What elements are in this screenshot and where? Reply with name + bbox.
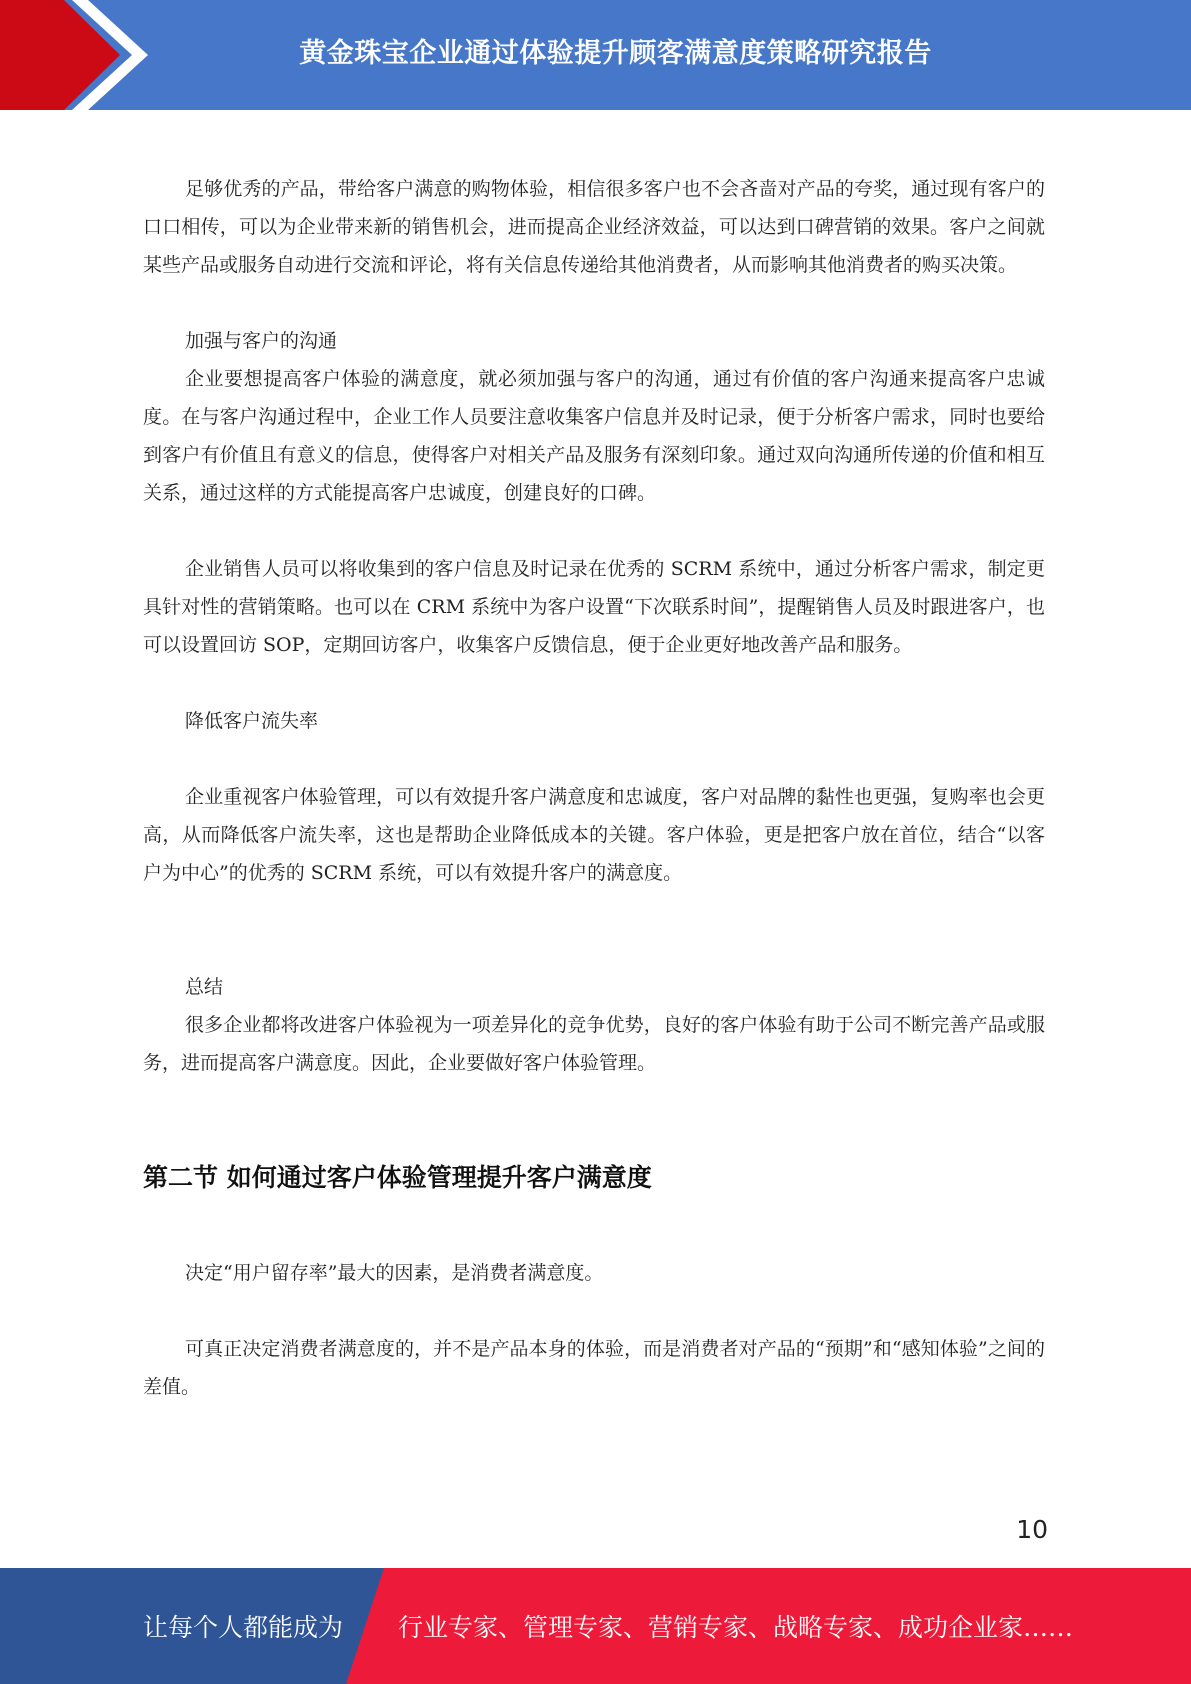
paragraph-summary: 很多企业都将改进客户体验视为一项差异化的竞争优势，良好的客户体验有助于公司不断完善产品或服务，进而提高客户满意度。因此，企业要做好客户体验管理。	[143, 1014, 1045, 1074]
paragraph-scrm: 企业销售人员可以将收集到的客户信息及时记录在优秀的 SCRM 系统中，通过分析客户需求，制定更具针对性的营销策略。也可以在 CRM 系统中为客户设置“下次联系时间”，提醒销售人员及时跟进客户，也可以设置回访 SOP，定期回访客户，收集客户反馈信息，便于企业更好地改善产品和服务。	[143, 558, 1045, 656]
paragraph-word-of-mouth: 足够优秀的产品，带给客户满意的购物体验，相信很多客户也不会吝啬对产品的夸奖，通过现有客户的口口相传，可以为企业带来新的销售机会，进而提高企业经济效益，可以达到口碑营销的效果。客户之间就某些产品或服务自动进行交流和评论，将有关信息传递给其他消费者，从而影响其他消费者的购买决策。	[143, 178, 1045, 276]
paragraph-expectation: 可真正决定消费者满意度的，并不是产品本身的体验，而是消费者对产品的“预期”和“感知体验”之间的差值。	[143, 1338, 1045, 1398]
page-header	[0, 0, 1191, 110]
document-body	[143, 170, 1045, 1406]
subheading-summary: 总结	[185, 976, 224, 998]
paragraph-churn: 企业重视客户体验管理，可以有效提升客户满意度和忠诚度，客户对品牌的黏性也更强，复购率也会更高，从而降低客户流失率，这也是帮助企业降低成本的关键。客户体验，更是把客户放在首位，结合“以客户为中心”的优秀的 SCRM 系统，可以有效提升客户的满意度。	[143, 786, 1045, 884]
subheading-churn: 降低客户流失率	[185, 710, 319, 732]
footer-slogan-left: 让每个人都能成为	[143, 1613, 344, 1642]
footer-slogan-right: 行业专家、管理专家、营销专家、战略专家、成功企业家……	[398, 1613, 1074, 1642]
paragraph-retention: 决定“用户留存率”最大的因素，是消费者满意度。	[185, 1262, 604, 1284]
page-footer	[0, 1568, 1191, 1684]
section-title: 第二节 如何通过客户体验管理提升客户满意度	[143, 1163, 652, 1192]
subheading-communication: 加强与客户的沟通	[185, 330, 338, 352]
paragraph-communication: 企业要想提高客户体验的满意度，就必须加强与客户的沟通，通过有价值的客户沟通来提高客户忠诚度。在与客户沟通过程中，企业工作人员要注意收集客户信息并及时记录，便于分析客户需求，同时也要给到客户有价值且有意义的信息，使得客户对相关产品及服务有深刻印象。通过双向沟通所传递的价值和相互关系，通过这样的方式能提高客户忠诚度，创建良好的口碑。	[143, 368, 1045, 504]
header-title: 黄金珠宝企业通过体验提升顾客满意度策略研究报告	[299, 37, 932, 69]
page-number: 10	[1016, 1515, 1048, 1544]
